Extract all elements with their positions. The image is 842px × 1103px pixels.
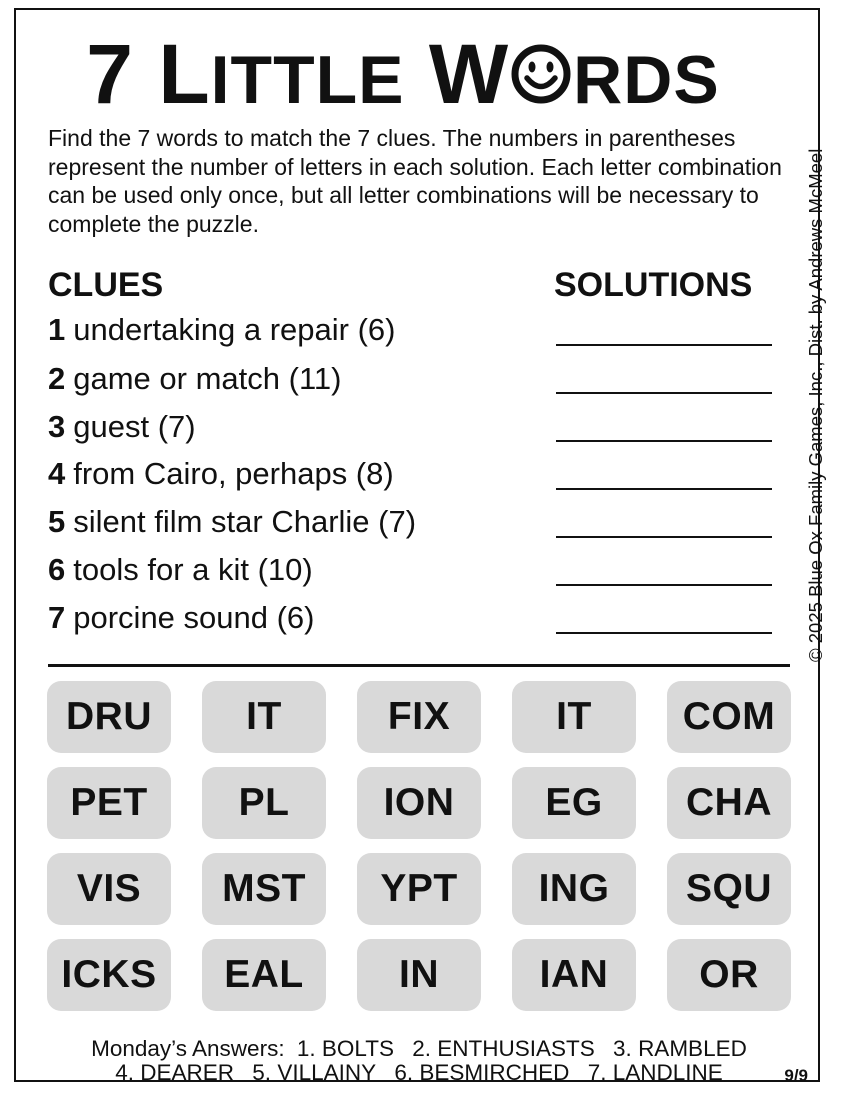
solution-blank-5[interactable] bbox=[556, 536, 772, 538]
clue-5 bbox=[48, 504, 416, 540]
letter-tile[interactable]: EG bbox=[512, 767, 636, 839]
clue-text: undertaking a repair (6) bbox=[73, 312, 396, 347]
letter-tile[interactable]: MST bbox=[202, 853, 326, 925]
puzzle-title bbox=[16, 27, 790, 121]
letter-tile[interactable]: IT bbox=[202, 681, 326, 753]
clue-number: 1 bbox=[48, 312, 66, 347]
answer-item: 7. LANDLINE bbox=[587, 1060, 723, 1085]
solution-blank-6[interactable] bbox=[556, 584, 772, 586]
solution-blank-7[interactable] bbox=[556, 632, 772, 634]
letter-tile[interactable]: OR bbox=[667, 939, 791, 1011]
title-ittle: ITTLE bbox=[210, 42, 405, 118]
answer-item: 5. VILLAINY bbox=[252, 1060, 377, 1085]
letter-tile[interactable]: ICKS bbox=[47, 939, 171, 1011]
puzzle-frame bbox=[14, 8, 826, 1085]
letter-tile[interactable]: SQU bbox=[667, 853, 791, 925]
solution-blank-3[interactable] bbox=[556, 440, 772, 442]
copyright-credit: © 2025 Blue Ox Family Games, Inc., Dist. by Andrews McMeel bbox=[805, 148, 826, 662]
divider-rule bbox=[48, 664, 790, 667]
clue-number: 2 bbox=[48, 361, 66, 396]
letter-tile[interactable]: IN bbox=[357, 939, 481, 1011]
letter-tile[interactable]: PET bbox=[47, 767, 171, 839]
clue-number: 3 bbox=[48, 409, 66, 444]
title-w: W bbox=[428, 27, 510, 121]
title-l: L bbox=[158, 27, 211, 121]
letter-tile[interactable]: IAN bbox=[512, 939, 636, 1011]
answers-label: Monday’s Answers: bbox=[91, 1036, 285, 1061]
clue-text: porcine sound (6) bbox=[73, 600, 315, 635]
letter-tile[interactable]: VIS bbox=[47, 853, 171, 925]
clue-number: 6 bbox=[48, 552, 66, 587]
letter-tile[interactable]: EAL bbox=[202, 939, 326, 1011]
letter-tile[interactable]: PL bbox=[202, 767, 326, 839]
answer-item: 2. ENTHUSIASTS bbox=[412, 1036, 595, 1061]
clue-number: 4 bbox=[48, 456, 66, 491]
letter-tile[interactable]: ION bbox=[357, 767, 481, 839]
smiley-face-icon bbox=[510, 34, 572, 118]
answer-item: 3. RAMBLED bbox=[613, 1036, 747, 1061]
letter-tile[interactable]: YPT bbox=[357, 853, 481, 925]
clue-3 bbox=[48, 409, 196, 445]
previous-answers-line-1 bbox=[16, 1037, 822, 1061]
answer-item: 4. DEARER bbox=[115, 1060, 235, 1085]
letter-tile[interactable]: CHA bbox=[667, 767, 791, 839]
clue-2 bbox=[48, 361, 341, 397]
clue-text: silent film star Charlie (7) bbox=[73, 504, 417, 539]
solutions-header: SOLUTIONS bbox=[554, 266, 753, 304]
clue-number: 7 bbox=[48, 600, 66, 635]
letter-tile[interactable]: FIX bbox=[357, 681, 481, 753]
clue-1 bbox=[48, 312, 395, 348]
clue-number: 5 bbox=[48, 504, 66, 539]
solution-blank-2[interactable] bbox=[556, 392, 772, 394]
clues-header: CLUES bbox=[48, 266, 164, 304]
title-seven: 7 bbox=[86, 27, 134, 121]
clue-text: game or match (11) bbox=[73, 361, 342, 396]
letter-tile[interactable]: DRU bbox=[47, 681, 171, 753]
answer-item: 6. BESMIRCHED bbox=[394, 1060, 570, 1085]
letter-tile[interactable]: COM bbox=[667, 681, 791, 753]
page-number: 9/9 bbox=[784, 1066, 808, 1085]
answer-item: 1. BOLTS bbox=[296, 1036, 394, 1061]
clue-text: from Cairo, perhaps (8) bbox=[73, 456, 394, 491]
title-rds: RDS bbox=[573, 42, 720, 118]
solution-blank-1[interactable] bbox=[556, 344, 772, 346]
clue-7 bbox=[48, 600, 315, 636]
clue-6 bbox=[48, 552, 313, 588]
clue-text: guest (7) bbox=[73, 409, 196, 444]
clue-text: tools for a kit (10) bbox=[73, 552, 313, 587]
previous-answers-line-2 bbox=[16, 1061, 822, 1085]
clue-4 bbox=[48, 456, 394, 492]
solution-blank-4[interactable] bbox=[556, 488, 772, 490]
instructions-text: Find the 7 words to match the 7 clues. The numbers in parentheses represent the number of letters in each solution. Each letter combination can be used only once, but all letter combinations will be necessary to complete the puzzle. bbox=[48, 125, 782, 237]
letter-tile[interactable]: IT bbox=[512, 681, 636, 753]
letter-tile[interactable]: ING bbox=[512, 853, 636, 925]
